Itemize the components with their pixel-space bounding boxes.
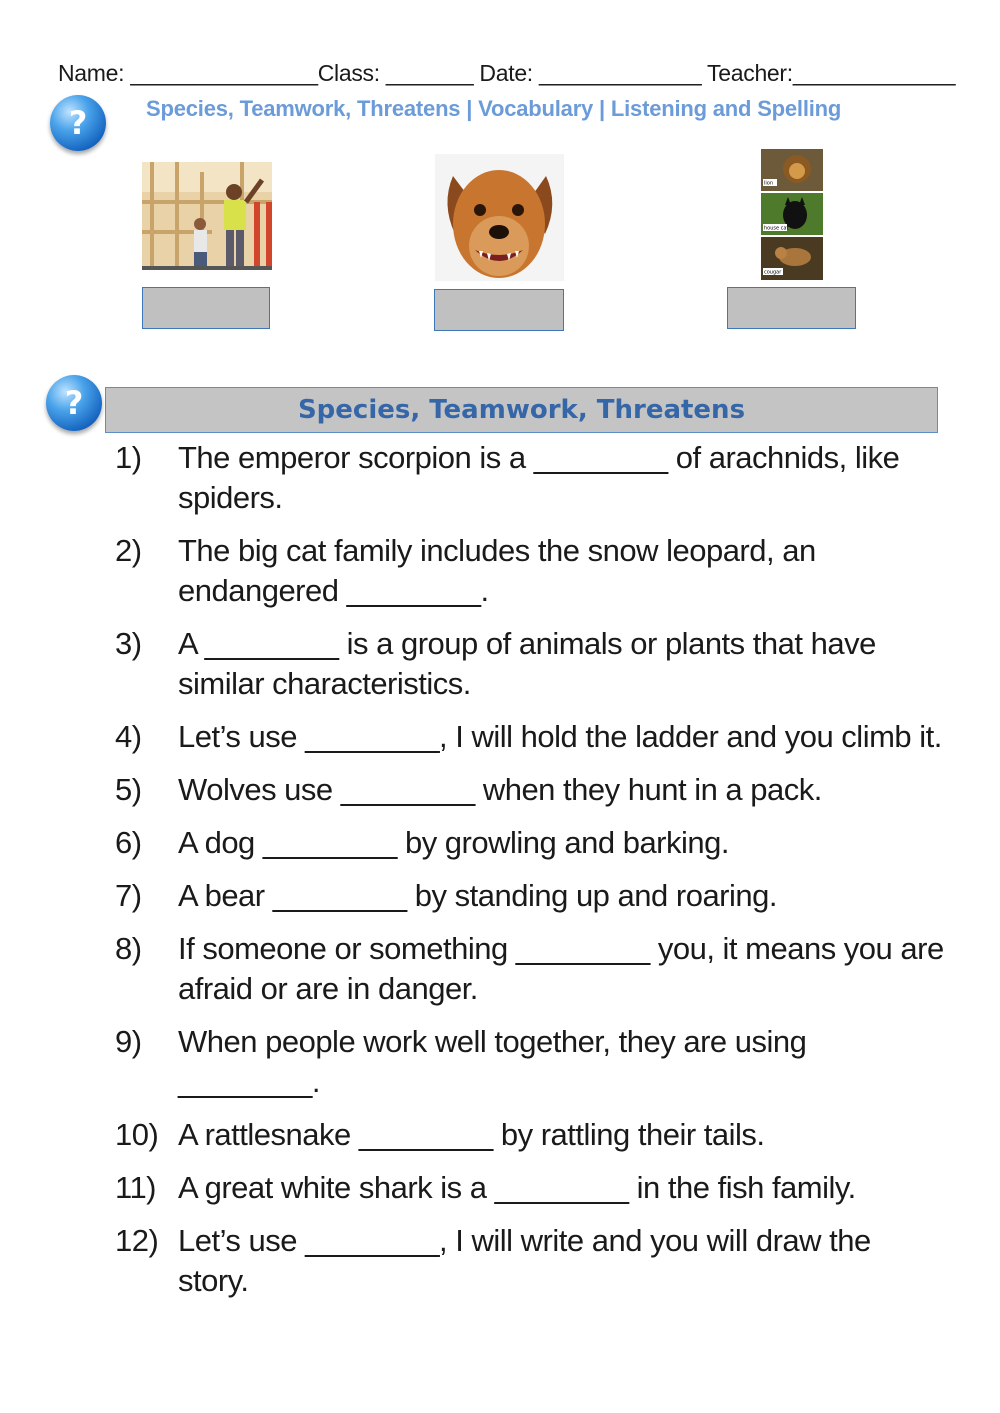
svg-text:?: ? — [64, 384, 84, 422]
question-text: Let’s use ________, I will write and you will draw the story. — [178, 1223, 871, 1298]
question-list — [115, 438, 945, 1314]
question-item — [115, 1115, 945, 1155]
question-text: When people work well together, they are using ________. — [178, 1024, 807, 1099]
question-text: A rattlesnake ________ by rattling their tails. — [178, 1117, 765, 1152]
question-item — [115, 624, 945, 704]
question-text: Let’s use ________, I will hold the ladder and you climb it. — [178, 719, 942, 754]
question-number: 2) — [115, 533, 142, 568]
question-number: 10) — [115, 1117, 159, 1152]
question-item — [115, 929, 945, 1009]
question-number: 5) — [115, 772, 142, 807]
svg-text:?: ? — [68, 104, 88, 142]
question-number: 6) — [115, 825, 142, 860]
student-info-line: Name: _______________Class: _______ Date: _____________ Teacher:_____________ — [58, 60, 956, 86]
question-item — [115, 770, 945, 810]
question-text: A ________ is a group of animals or plants that have similar characteristics. — [178, 626, 876, 701]
construction-workers-photo — [142, 162, 272, 270]
question-number: 8) — [115, 931, 142, 966]
answer-box-2[interactable] — [434, 289, 564, 331]
growling-dog-photo — [435, 154, 564, 281]
cougar-label: cougar — [764, 269, 782, 276]
question-text: A bear ________ by standing up and roaring. — [178, 878, 777, 913]
question-item — [115, 717, 945, 757]
section-title-bar — [105, 387, 938, 433]
question-text: If someone or something ________ you, it means you are afraid or are in danger. — [178, 931, 944, 1006]
question-item — [115, 1168, 945, 1208]
question-text: The big cat family includes the snow leopard, an endangered ________. — [178, 533, 816, 608]
answer-box-3[interactable] — [727, 287, 856, 329]
question-number: 4) — [115, 719, 142, 754]
big-cats-photo — [761, 149, 823, 280]
question-number: 12) — [115, 1223, 159, 1258]
question-item — [115, 1022, 945, 1102]
lion-label: lion — [764, 180, 774, 187]
question-item — [115, 823, 945, 863]
question-item — [115, 1221, 945, 1301]
question-number: 7) — [115, 878, 142, 913]
question-number: 11) — [115, 1170, 157, 1205]
worksheet-subtitle: Species, Teamwork, Threatens | Vocabulary | Listening and Spelling — [146, 96, 842, 121]
question-text: A dog ________ by growling and barking. — [178, 825, 729, 860]
question-number: 1) — [115, 440, 142, 475]
section-title: Species, Teamwork, Threatens — [297, 395, 746, 425]
question-number: 9) — [115, 1024, 142, 1059]
question-mark-icon — [50, 95, 106, 151]
question-text: The emperor scorpion is a ________ of arachnids, like spiders. — [178, 440, 900, 515]
question-number: 3) — [115, 626, 142, 661]
question-item — [115, 438, 945, 518]
answer-box-1[interactable] — [142, 287, 270, 329]
question-item — [115, 876, 945, 916]
question-text: Wolves use ________ when they hunt in a pack. — [178, 772, 822, 807]
question-item — [115, 531, 945, 611]
question-text: A great white shark is a ________ in the fish family. — [178, 1170, 856, 1205]
question-mark-icon — [46, 375, 102, 431]
house-cat-label: house cat — [764, 225, 789, 232]
